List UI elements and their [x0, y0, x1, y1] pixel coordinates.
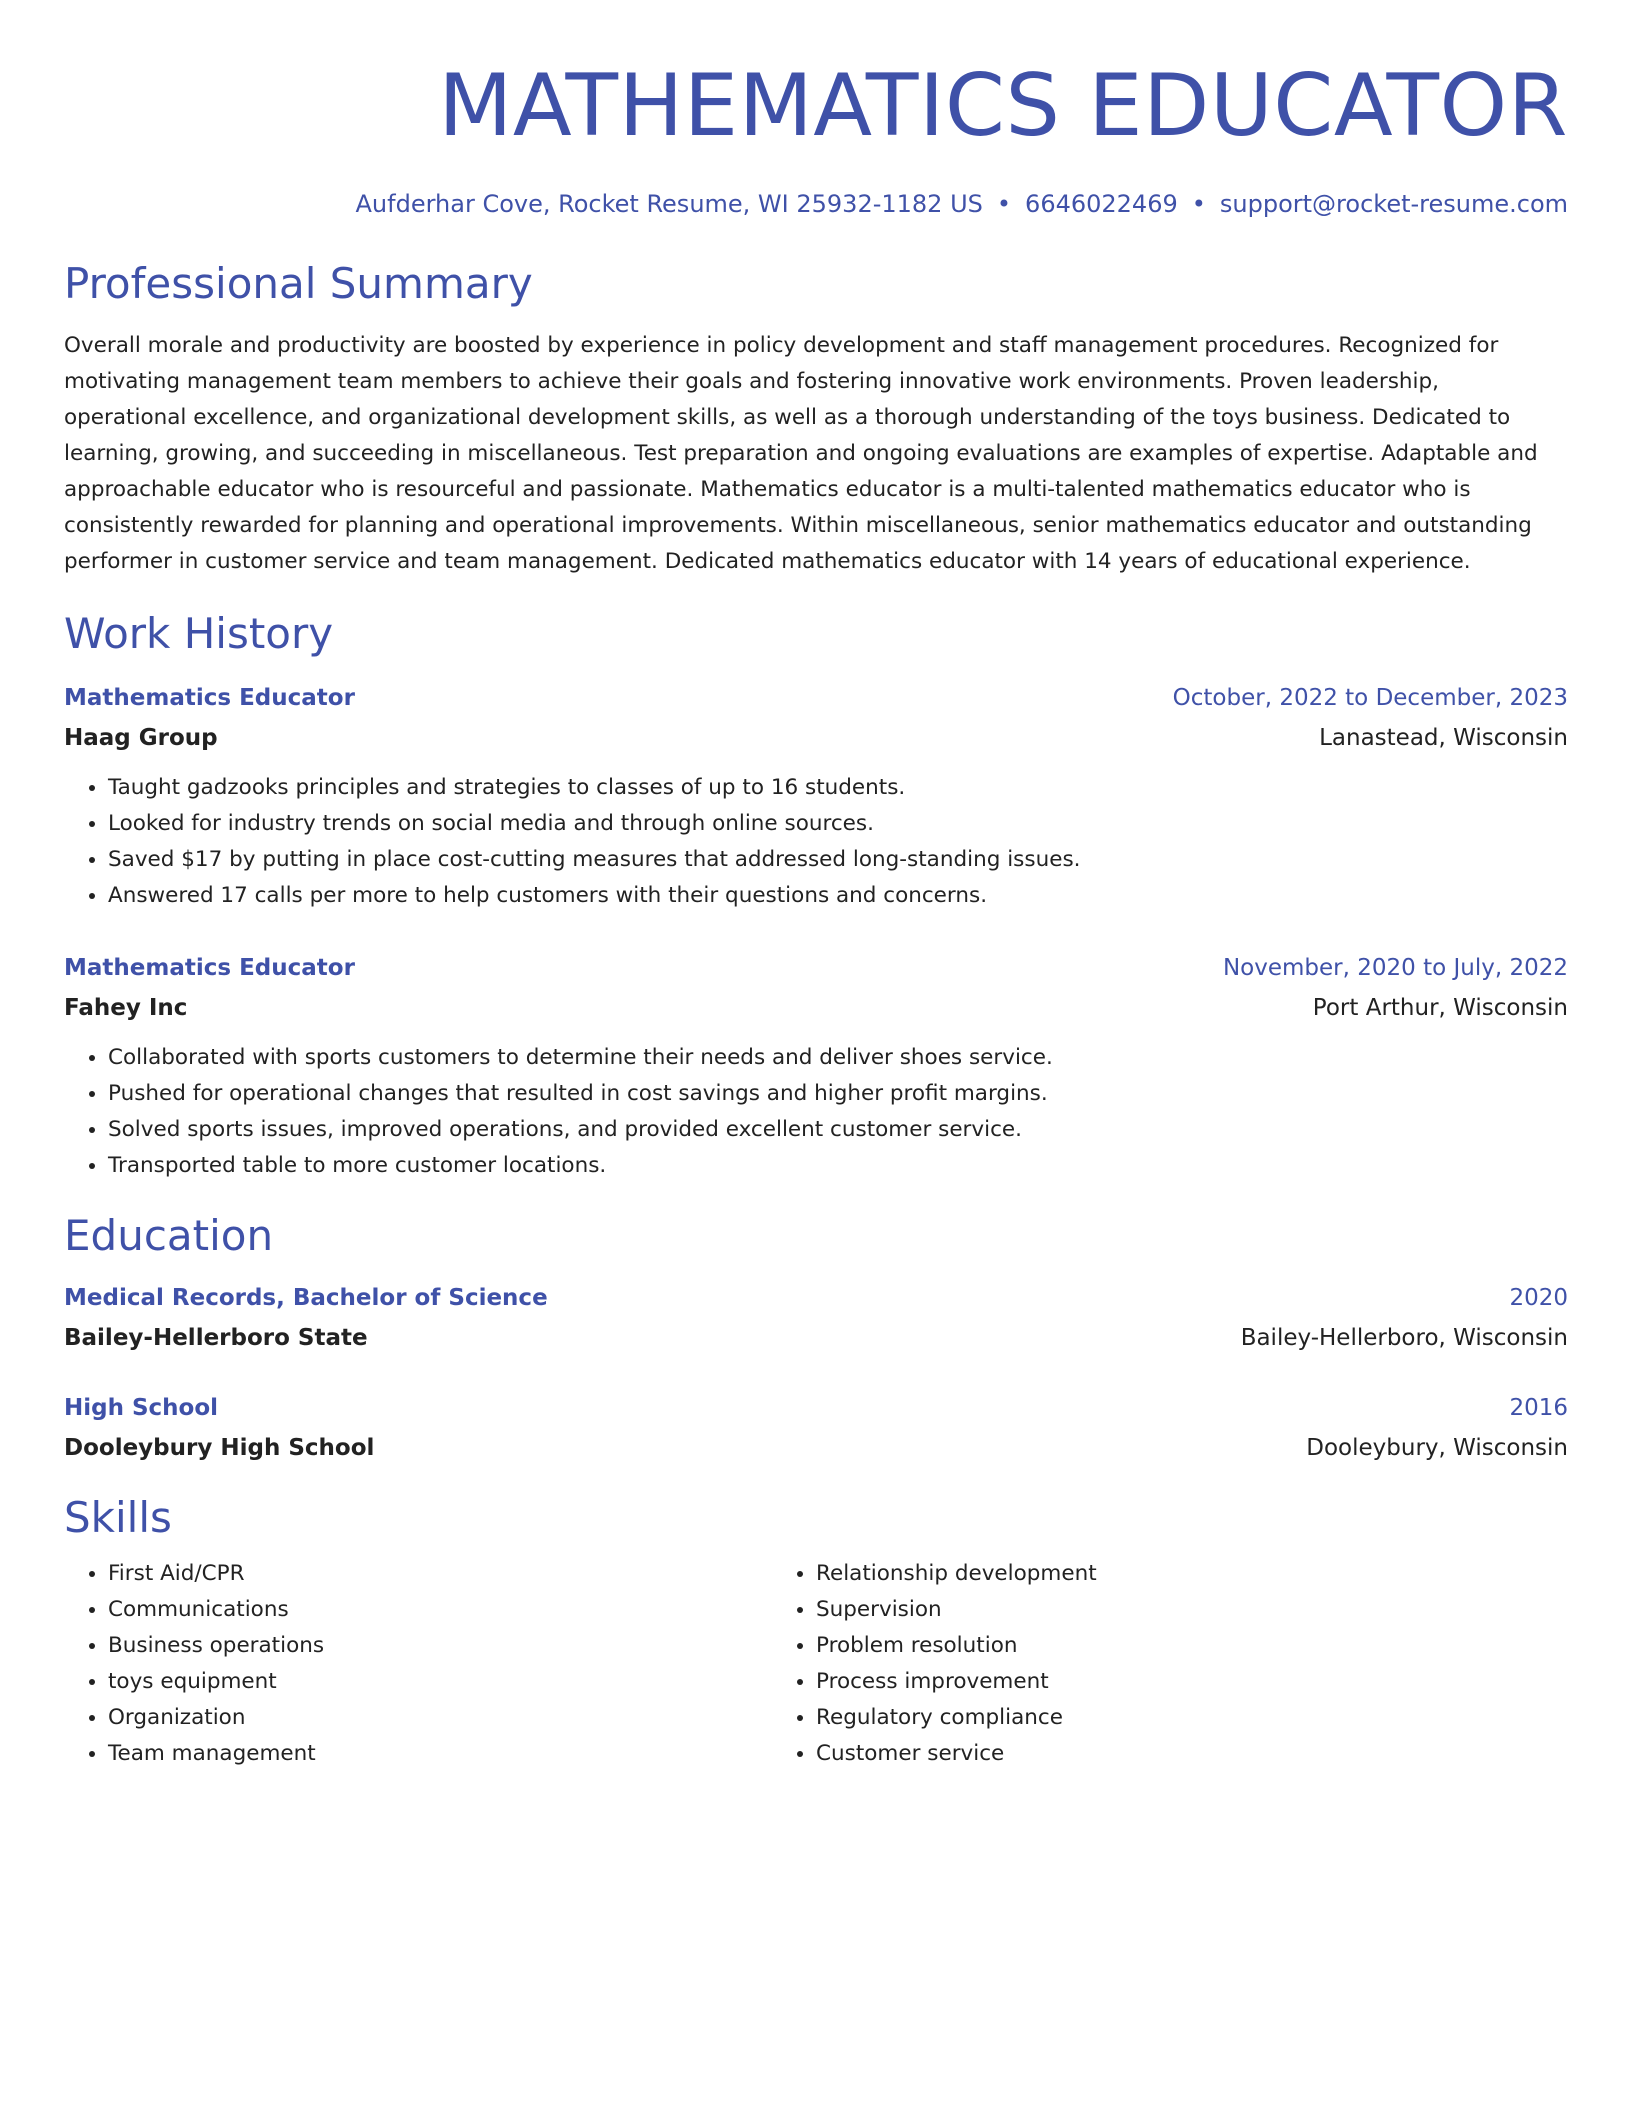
resume-name: MATHEMATICS EDUCATOR [438, 56, 1568, 156]
skill-item: • Regulatory compliance [816, 1700, 1468, 1736]
resume-header [64, 56, 1568, 220]
job-entry [64, 948, 1568, 1184]
job-company-row [64, 988, 1568, 1028]
education-school: Dooleybury High School [64, 1435, 375, 1461]
job-title-row [64, 948, 1568, 988]
education-entry [64, 1388, 1568, 1468]
job-bullet: • Answered 17 calls per more to help customers with their questions and concerns. [108, 878, 1568, 914]
job-role: Mathematics Educator [64, 955, 355, 981]
job-bullets [64, 1040, 1568, 1184]
education-entry [64, 1278, 1568, 1358]
job-bullet: • Looked for industry trends on social media and through online sources. [108, 806, 1568, 842]
job-location: Lanastead, Wisconsin [1319, 725, 1568, 751]
skill-item: • Business operations [108, 1628, 760, 1664]
contact-line [64, 188, 1568, 220]
contact-separator: • [996, 190, 1012, 218]
job-location: Port Arthur, Wisconsin [1312, 995, 1568, 1021]
skills-list-right [772, 1556, 1468, 1772]
education-year: 2020 [1509, 1285, 1568, 1311]
skills-list-left [64, 1556, 760, 1772]
skill-item: • Organization [108, 1700, 760, 1736]
job-company-row [64, 718, 1568, 758]
job-dates: November, 2020 to July, 2022 [1222, 955, 1568, 981]
education-location: Bailey-Hellerboro, Wisconsin [1240, 1325, 1568, 1351]
education-heading: Education [64, 1211, 274, 1260]
education-degree-row [64, 1388, 1568, 1428]
job-bullet: • Saved $17 by putting in place cost-cutting measures that addressed long-standing issues. [108, 842, 1568, 878]
job-bullet: • Pushed for operational changes that resulted in cost savings and higher profit margins. [108, 1076, 1568, 1112]
education-degree: High School [64, 1395, 219, 1421]
skill-item: • Team management [108, 1736, 760, 1772]
job-dates: October, 2022 to December, 2023 [1172, 685, 1568, 711]
contact-address: Aufderhar Cove, Rocket Resume, WI 25932-1182 US [355, 190, 983, 218]
skill-item: • First Aid/CPR [108, 1556, 760, 1592]
job-bullets [64, 770, 1568, 914]
job-bullet: • Solved sports issues, improved operations, and provided excellent customer service. [108, 1112, 1568, 1148]
skill-item: • toys equipment [108, 1664, 760, 1700]
education-school-row [64, 1318, 1568, 1358]
contact-email[interactable]: support@rocket-resume.com [1219, 190, 1568, 218]
education-location: Dooleybury, Wisconsin [1306, 1435, 1568, 1461]
contact-separator: • [1191, 190, 1206, 218]
skills-columns [64, 1556, 1568, 1772]
skill-item: • Customer service [816, 1736, 1468, 1772]
summary-text: Overall morale and productivity are boosted by experience in policy development and staff management procedures. Recognized for motivating management team members to achieve their goals and fostering innovative work environments. Proven leadership, operational excellence, and organizational development skills, as well as a thorough understanding of the toys business. Dedicated to learning, growing, and succeeding in miscellaneous. Test preparation and ongoing evaluations are examples of expertise. Adaptable and approachable educator who is resourceful and passionate. Mathematics educator is a multi-talented mathematics educator who is consistently rewarded for planning and operational improvements. Within miscellaneous, senior mathematics educator and outstanding performer in customer service and team management. Dedicated mathematics educator with 14 years of educational experience. [64, 333, 1538, 574]
job-company: Haag Group [64, 725, 218, 751]
education-degree: Medical Records, Bachelor of Science [64, 1285, 548, 1311]
education-school: Bailey-Hellerboro State [64, 1325, 368, 1351]
skill-item: • Supervision [816, 1592, 1468, 1628]
skill-item: • Relationship development [816, 1556, 1468, 1592]
skill-item: • Process improvement [816, 1664, 1468, 1700]
job-title-row [64, 678, 1568, 718]
job-bullet: • Collaborated with sports customers to determine their needs and deliver shoes service. [108, 1040, 1568, 1076]
skills-heading: Skills [64, 1493, 172, 1542]
skill-item: • Communications [108, 1592, 760, 1628]
job-role: Mathematics Educator [64, 685, 355, 711]
work-history-heading: Work History [64, 609, 334, 658]
skill-item: • Problem resolution [816, 1628, 1468, 1664]
summary-heading: Professional Summary [64, 259, 533, 308]
job-bullet: • Transported table to more customer locations. [108, 1148, 1568, 1184]
education-year: 2016 [1509, 1395, 1568, 1421]
job-bullet: • Taught gadzooks principles and strategies to classes of up to 16 students. [108, 770, 1568, 806]
education-school-row [64, 1428, 1568, 1468]
job-entry [64, 678, 1568, 914]
job-company: Fahey Inc [64, 995, 188, 1021]
education-degree-row [64, 1278, 1568, 1318]
contact-phone: 6646022469 [1025, 190, 1178, 218]
